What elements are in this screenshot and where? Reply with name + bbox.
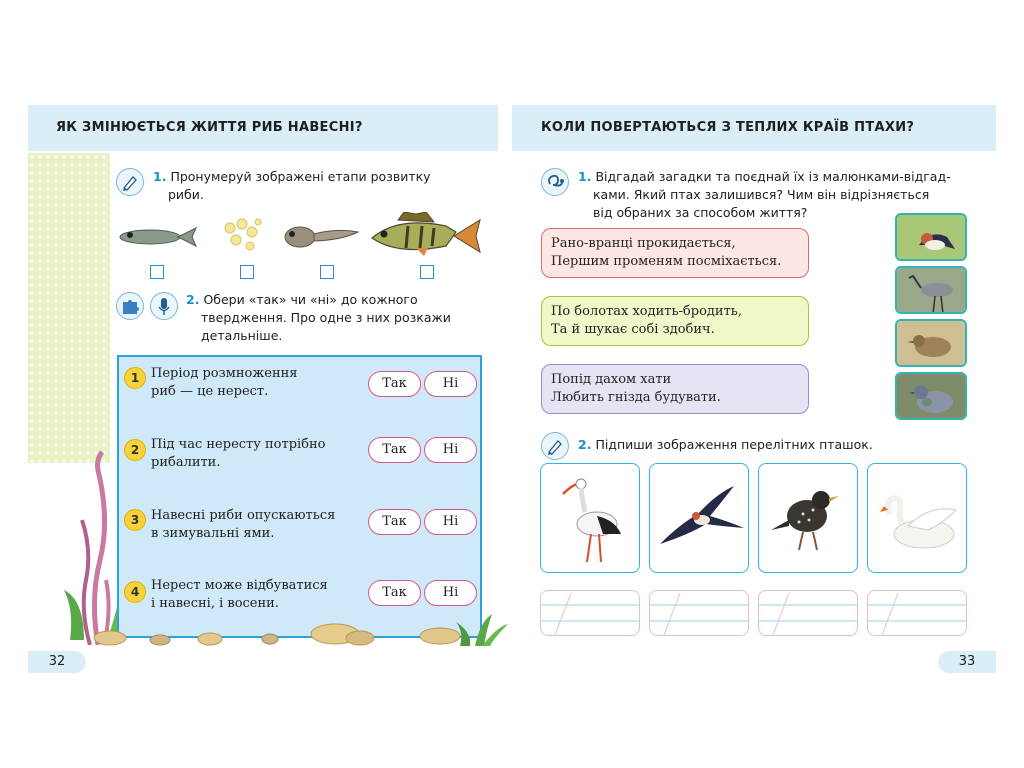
right-page-title: КОЛИ ПОВЕРТАЮТЬСЯ З ТЕПЛИХ КРАЇВ ПТАХИ? (541, 120, 915, 135)
no-button[interactable]: Ні (424, 580, 477, 606)
starling-card[interactable] (758, 463, 858, 573)
pencil-icon (541, 432, 569, 460)
right-task1-text: 1. Відгадай загадки та поєднай їх із малюнками-відгад- ками. Який птах залишився? Чим він відрізняється від обраних за способом життя? (578, 169, 951, 220)
no-button[interactable]: Ні (424, 509, 477, 535)
question-number: 4 (124, 581, 146, 603)
stork-image (541, 464, 638, 571)
right-page-number: 33 (938, 651, 996, 673)
stage-checkbox-1[interactable] (150, 265, 164, 279)
caption-field[interactable] (758, 590, 858, 636)
stork-card[interactable] (540, 463, 640, 573)
question-number: 3 (124, 509, 146, 531)
swan-card[interactable] (867, 463, 967, 573)
left-task1-text: 1. Пронумеруй зображені етапи розвитку риби. (153, 169, 431, 202)
no-button[interactable]: Ні (424, 437, 477, 463)
right-task2-text: 2. Підпиши зображення перелітних пташок. (578, 437, 873, 452)
swan-image (868, 464, 965, 571)
question-text: Під час нересту потрібно рибалити. (151, 437, 326, 470)
caption-field[interactable] (540, 590, 640, 636)
pebbles-decoration (80, 612, 510, 648)
caption-field[interactable] (649, 590, 749, 636)
stage-checkbox-2[interactable] (240, 265, 254, 279)
caption-field[interactable] (867, 590, 967, 636)
stage-checkbox-4[interactable] (420, 265, 434, 279)
riddle-card[interactable]: По болотах ходить-бродить, Та й шукає собі здобич. (541, 296, 809, 346)
left-task2-text: 2. Обери «так» чи «ні» до кожного твердження. Про одне з них розкажи детальніше. (186, 292, 451, 343)
stage-checkbox-3[interactable] (320, 265, 334, 279)
no-button[interactable]: Ні (424, 371, 477, 397)
swallow-card[interactable] (649, 463, 749, 573)
pigeon-photo[interactable] (895, 372, 967, 420)
left-page-title: ЯК ЗМІНЮЄТЬСЯ ЖИТТЯ РИБ НАВЕСНІ? (56, 120, 363, 135)
pencil-icon (116, 168, 144, 196)
fish-eggs-image (222, 218, 264, 252)
riddle-card[interactable]: Рано-вранці прокидається, Першим променям посміхається. (541, 228, 809, 278)
yes-button[interactable]: Так (368, 509, 421, 535)
fish-fry-image (116, 224, 198, 250)
microphone-icon (150, 292, 178, 320)
yes-button[interactable]: Так (368, 580, 421, 606)
lark-photo[interactable] (895, 319, 967, 367)
swallow-photo[interactable] (895, 213, 967, 261)
riddle-card[interactable]: Попід дахом хати Любить гнізда будувати. (541, 364, 809, 414)
question-number: 1 (124, 367, 146, 389)
question-text: Навесні риби опускаються в зимувальні ями. (151, 508, 336, 541)
crane-photo[interactable] (895, 266, 967, 314)
puzzle-icon (116, 292, 144, 320)
yes-button[interactable]: Так (368, 437, 421, 463)
adult-fish-image (368, 212, 484, 258)
starling-image (759, 464, 856, 571)
fish-larva-image (282, 222, 360, 252)
dotted-decoration (28, 153, 110, 463)
question-text: Період розмноження риб — це нерест. (151, 366, 298, 399)
link-icon (541, 168, 569, 196)
question-text: Нерест може відбуватися і навесні, і восени. (151, 578, 328, 611)
left-page-number: 32 (28, 651, 86, 673)
swallow-image (650, 464, 747, 571)
question-number: 2 (124, 439, 146, 461)
yes-button[interactable]: Так (368, 371, 421, 397)
